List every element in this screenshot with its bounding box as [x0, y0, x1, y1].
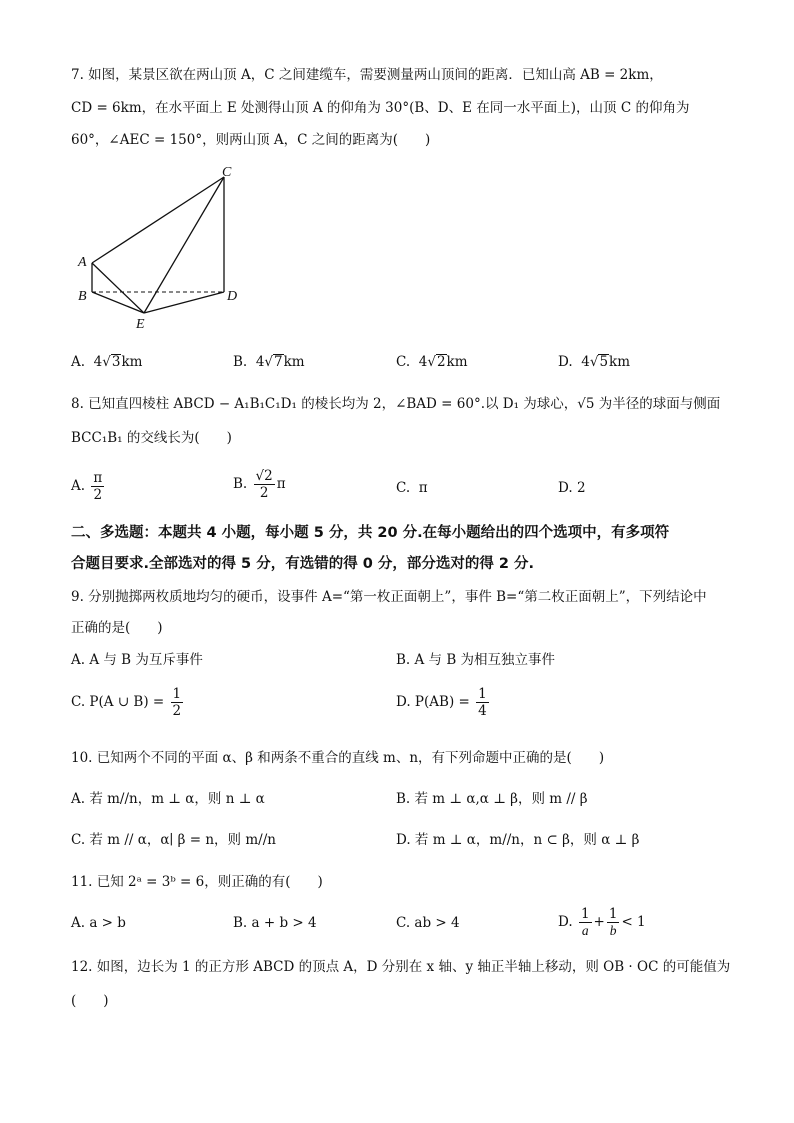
edge-ED: [144, 292, 224, 313]
edge-AC: [92, 177, 224, 263]
q11-option-d: D. $\frac{1}{a}$ + $\frac{1}{b}$ < 1: [558, 906, 646, 938]
q9-option-c: C. P(A ∪ B) = $\frac{1}{2}$: [71, 686, 182, 719]
q10-line1: 10. 已知两个不同的平面 α、β 和两条不重合的直线 m、n，有下列命题中正确的是( ): [71, 750, 605, 766]
q8-line1: 8. 已知直四棱柱 ABCD − A₁B₁C₁D₁ 的棱长均为 2，∠BAD = 60°.以 D₁ 为球心，√5 为半径的球面与侧面: [71, 396, 721, 412]
edge-CE: [144, 177, 224, 313]
q7-option-d: D. 4√5km: [558, 354, 631, 370]
q7-option-a: A. 4√3km: [71, 354, 143, 370]
q9-line2: 正确的是( ): [71, 620, 163, 636]
q11-option-c: C. ab > 4: [396, 915, 460, 931]
edge-AE: [92, 263, 144, 313]
q10-option-b: B. 若 m ⊥ α,α ⊥ β，则 m // β: [396, 791, 588, 807]
q7-figure: [70, 160, 250, 335]
q7-line2: CD = 6km，在水平面上 E 处测得山顶 A 的仰角为 30°(B、D、E 在同一水平面上)，山顶 C 的仰角为: [71, 100, 690, 116]
q8-option-b: B. $\frac{√2}{2}$ π: [233, 468, 286, 501]
q12-line1: 12. 如图，边长为 1 的正方形 ABCD 的顶点 A，D 分别在 x 轴、y 轴正半轴上移动，则 OB · OC 的可能值为: [71, 959, 731, 975]
q12-line2: ( ): [71, 993, 109, 1009]
q9-option-a: A. A 与 B 为互斥事件: [71, 652, 203, 668]
q9-option-b: B. A 与 B 为相互独立事件: [396, 652, 556, 668]
edge-BE: [92, 292, 144, 313]
q7-option-c: C. 4√2km: [396, 354, 468, 370]
q10-option-d: D. 若 m ⊥ α，m//n，n ⊂ β，则 α ⊥ β: [396, 832, 640, 848]
q8-option-c: C. π: [396, 480, 428, 496]
q11-option-b: B. a + b > 4: [233, 915, 317, 931]
q9-option-d: D. P(AB) = $\frac{1}{4}$: [396, 686, 487, 719]
q8-option-d: D. 2: [558, 480, 586, 496]
q7-option-b: B. 4√7km: [233, 354, 305, 370]
section2-heading-line2: 合题目要求.全部选对的得 5 分，有选错的得 0 分，部分选对的得 2 分.: [71, 556, 535, 572]
q7-line1: 7. 如图，某景区欲在两山顶 A，C 之间建缆车，需要测量两山顶间的距离．已知山高 AB = 2km，: [71, 67, 663, 83]
label-A: A: [78, 255, 87, 270]
section2-heading-line1: 二、多选题：本题共 4 小题，每小题 5 分，共 20 分.在每小题给出的四个选项中，有多项符: [71, 525, 670, 541]
q11-line1: 11. 已知 2ᵃ = 3ᵇ = 6，则正确的有( ): [71, 874, 323, 890]
q11-option-a: A. a > b: [71, 915, 126, 931]
q10-option-c: C. 若 m // α，α∣ β = n，则 m//n: [71, 832, 276, 848]
q7-line3: 60°，∠AEC = 150°，则两山顶 A，C 之间的距离为( ): [71, 132, 431, 148]
q8-line2: BCC₁B₁ 的交线长为( ): [71, 430, 232, 446]
label-C: C: [222, 165, 232, 180]
q10-option-a: A. 若 m//n，m ⊥ α，则 n ⊥ α: [71, 791, 265, 807]
label-B: B: [78, 289, 87, 304]
q8-option-a: A. $\frac{\pi}{2}$: [71, 470, 103, 503]
label-E: E: [136, 317, 145, 332]
label-D: D: [227, 289, 238, 304]
q9-line1: 9. 分别抛掷两枚质地均匀的硬币，设事件 A=“第一枚正面朝上”，事件 B=“第二枚正面朝上”，下列结论中: [71, 589, 707, 605]
